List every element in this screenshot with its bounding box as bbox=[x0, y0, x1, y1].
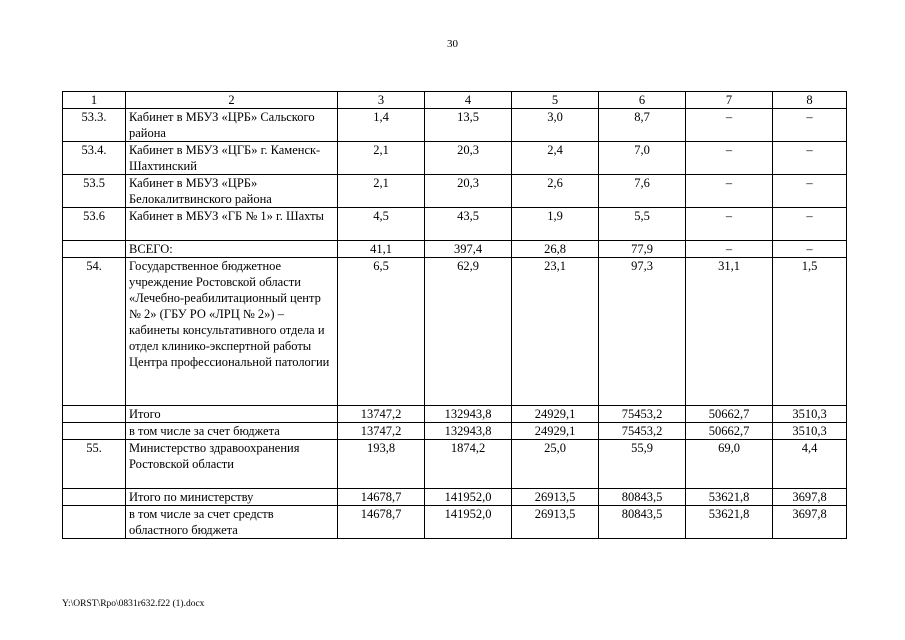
header-cell: 8 bbox=[773, 92, 847, 109]
cell-col6: 55,9 bbox=[599, 440, 686, 489]
cell-col4: 43,5 bbox=[425, 208, 512, 241]
cell-col4: 20,3 bbox=[425, 142, 512, 175]
cell-col6: 80843,5 bbox=[599, 506, 686, 539]
file-path-footer: Y:\ORST\Rpo\0831r632.f22 (1).docx bbox=[62, 599, 205, 609]
row-name: в том числе за счет бюджета bbox=[126, 423, 338, 440]
table-row bbox=[63, 489, 847, 506]
cell-col3: 2,1 bbox=[338, 142, 425, 175]
row-number: 53.6 bbox=[63, 208, 126, 241]
cell-col7: 31,1 bbox=[686, 258, 773, 406]
cell-col8: 3510,3 bbox=[773, 423, 847, 440]
table-row bbox=[63, 506, 847, 539]
cell-col6: 8,7 bbox=[599, 109, 686, 142]
row-name: в том числе за счет средств областного бюджета bbox=[126, 506, 338, 539]
cell-col3: 13747,2 bbox=[338, 423, 425, 440]
cell-col6: 80843,5 bbox=[599, 489, 686, 506]
row-name: Итого bbox=[126, 406, 338, 423]
cell-col7: – bbox=[686, 142, 773, 175]
cell-col4: 62,9 bbox=[425, 258, 512, 406]
row-number bbox=[63, 406, 126, 423]
cell-col4: 1874,2 bbox=[425, 440, 512, 489]
table-row bbox=[63, 406, 847, 423]
cell-col8: 3697,8 bbox=[773, 506, 847, 539]
row-name: Государственное бюджетное учреждение Ростовской области «Лечебно-реабилитационный центр № 2» (ГБУ РО «ЛРЦ № 2») – кабинеты консультативного отдела и отдел клинико-экспертной работы Центра профессиональной патологии bbox=[126, 258, 338, 406]
cell-col8: – bbox=[773, 175, 847, 208]
row-number bbox=[63, 489, 126, 506]
cell-col3: 2,1 bbox=[338, 175, 425, 208]
cell-col8: 4,4 bbox=[773, 440, 847, 489]
table-row bbox=[63, 109, 847, 142]
row-name: Кабинет в МБУЗ «ЦРБ» Белокалитвинского района bbox=[126, 175, 338, 208]
row-number: 53.4. bbox=[63, 142, 126, 175]
cell-col6: 75453,2 bbox=[599, 406, 686, 423]
cell-col6: 97,3 bbox=[599, 258, 686, 406]
table-row bbox=[63, 208, 847, 241]
cell-col5: 26913,5 bbox=[512, 506, 599, 539]
header-cell: 2 bbox=[126, 92, 338, 109]
cell-col5: 1,9 bbox=[512, 208, 599, 241]
cell-col3: 1,4 bbox=[338, 109, 425, 142]
cell-col6: 77,9 bbox=[599, 241, 686, 258]
cell-col7: 53621,8 bbox=[686, 489, 773, 506]
cell-col5: 23,1 bbox=[512, 258, 599, 406]
cell-col5: 2,4 bbox=[512, 142, 599, 175]
cell-col4: 141952,0 bbox=[425, 489, 512, 506]
row-name: Итого по министерству bbox=[126, 489, 338, 506]
cell-col3: 14678,7 bbox=[338, 489, 425, 506]
data-table bbox=[62, 91, 847, 539]
cell-col8: – bbox=[773, 241, 847, 258]
cell-col7: – bbox=[686, 175, 773, 208]
cell-col3: 13747,2 bbox=[338, 406, 425, 423]
cell-col6: 5,5 bbox=[599, 208, 686, 241]
cell-col4: 20,3 bbox=[425, 175, 512, 208]
header-cell: 1 bbox=[63, 92, 126, 109]
row-number bbox=[63, 241, 126, 258]
cell-col8: – bbox=[773, 142, 847, 175]
cell-col6: 75453,2 bbox=[599, 423, 686, 440]
cell-col4: 13,5 bbox=[425, 109, 512, 142]
cell-col4: 141952,0 bbox=[425, 506, 512, 539]
cell-col7: – bbox=[686, 241, 773, 258]
cell-col8: 3510,3 bbox=[773, 406, 847, 423]
table-row bbox=[63, 241, 847, 258]
cell-col5: 3,0 bbox=[512, 109, 599, 142]
cell-col5: 2,6 bbox=[512, 175, 599, 208]
cell-col5: 24929,1 bbox=[512, 423, 599, 440]
cell-col6: 7,0 bbox=[599, 142, 686, 175]
cell-col5: 26,8 bbox=[512, 241, 599, 258]
cell-col4: 132943,8 bbox=[425, 406, 512, 423]
table-row bbox=[63, 258, 847, 406]
cell-col3: 193,8 bbox=[338, 440, 425, 489]
cell-col5: 26913,5 bbox=[512, 489, 599, 506]
cell-col7: – bbox=[686, 109, 773, 142]
cell-col3: 6,5 bbox=[338, 258, 425, 406]
cell-col3: 4,5 bbox=[338, 208, 425, 241]
row-name: ВСЕГО: bbox=[126, 241, 338, 258]
row-number: 53.3. bbox=[63, 109, 126, 142]
cell-col3: 41,1 bbox=[338, 241, 425, 258]
cell-col7: 50662,7 bbox=[686, 423, 773, 440]
page-number: 30 bbox=[447, 38, 458, 50]
header-cell: 5 bbox=[512, 92, 599, 109]
cell-col8: 1,5 bbox=[773, 258, 847, 406]
cell-col7: 53621,8 bbox=[686, 506, 773, 539]
cell-col7: 50662,7 bbox=[686, 406, 773, 423]
table-row bbox=[63, 440, 847, 489]
row-number: 54. bbox=[63, 258, 126, 406]
header-cell: 7 bbox=[686, 92, 773, 109]
row-number bbox=[63, 506, 126, 539]
table-row bbox=[63, 423, 847, 440]
table-row bbox=[63, 175, 847, 208]
header-row bbox=[63, 92, 847, 109]
cell-col4: 132943,8 bbox=[425, 423, 512, 440]
cell-col7: – bbox=[686, 208, 773, 241]
row-number bbox=[63, 423, 126, 440]
cell-col6: 7,6 bbox=[599, 175, 686, 208]
row-name: Кабинет в МБУЗ «ЦГБ» г. Каменск-Шахтинский bbox=[126, 142, 338, 175]
cell-col5: 25,0 bbox=[512, 440, 599, 489]
cell-col3: 14678,7 bbox=[338, 506, 425, 539]
cell-col7: 69,0 bbox=[686, 440, 773, 489]
cell-col8: – bbox=[773, 208, 847, 241]
header-cell: 3 bbox=[338, 92, 425, 109]
row-name: Министерство здравоохранения Ростовской области bbox=[126, 440, 338, 489]
row-name: Кабинет в МБУЗ «ГБ № 1» г. Шахты bbox=[126, 208, 338, 241]
cell-col4: 397,4 bbox=[425, 241, 512, 258]
table-row bbox=[63, 142, 847, 175]
header-cell: 6 bbox=[599, 92, 686, 109]
row-number: 55. bbox=[63, 440, 126, 489]
header-cell: 4 bbox=[425, 92, 512, 109]
row-name: Кабинет в МБУЗ «ЦРБ» Сальского района bbox=[126, 109, 338, 142]
cell-col8: – bbox=[773, 109, 847, 142]
cell-col8: 3697,8 bbox=[773, 489, 847, 506]
row-number: 53.5 bbox=[63, 175, 126, 208]
cell-col5: 24929,1 bbox=[512, 406, 599, 423]
